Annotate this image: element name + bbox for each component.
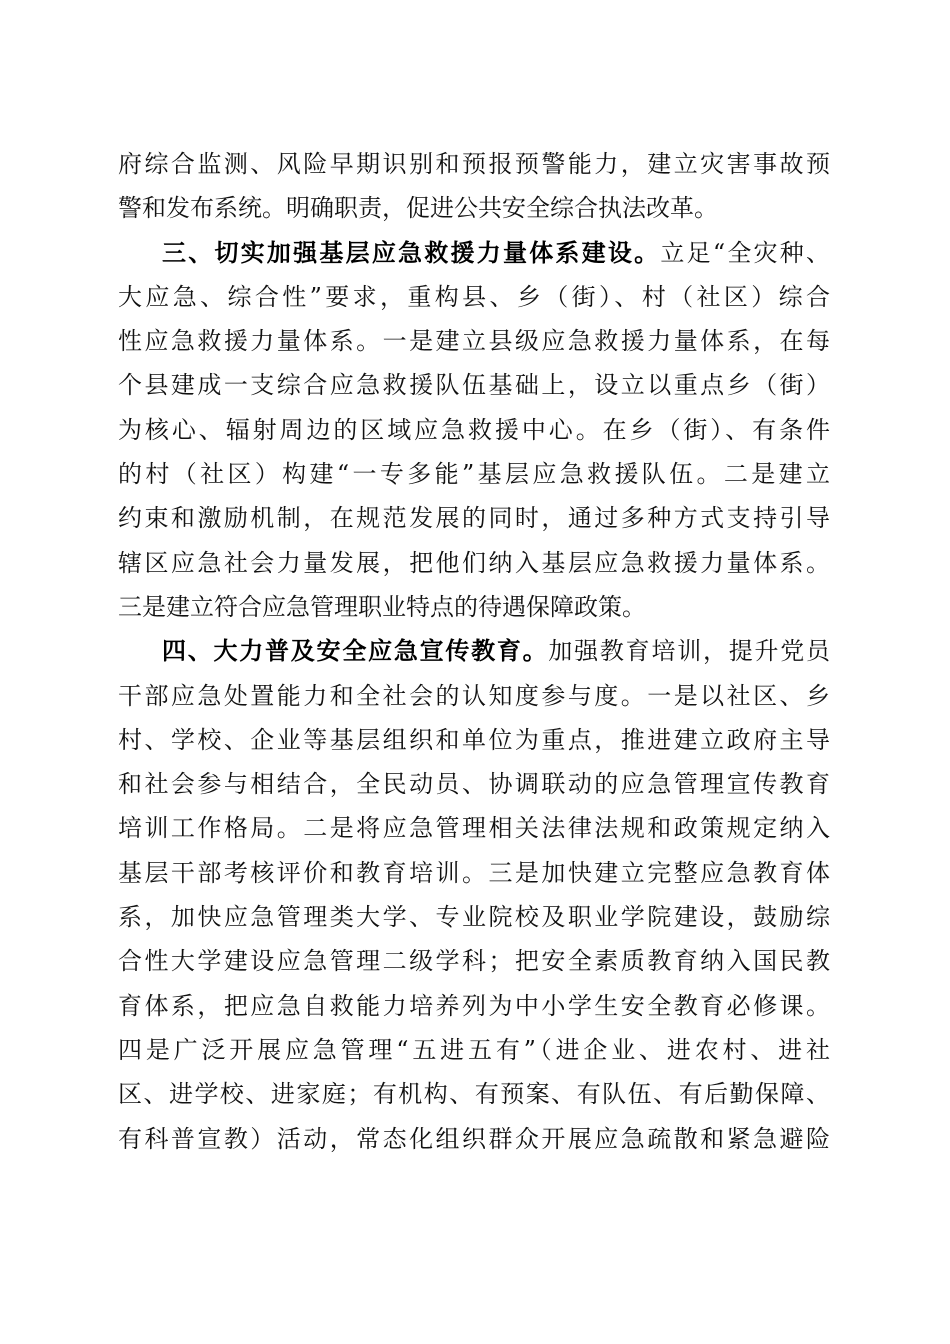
text-line: 府综合监测、风险早期识别和预报预警能力，建立灾害事故预 <box>118 150 830 178</box>
text-line: 的村（社区）构建“一专多能”基层应急救援队伍。二是建立 <box>118 460 830 489</box>
text-line: 系，加快应急管理类大学、专业院校及职业学院建设，鼓励综 <box>118 903 830 932</box>
text-line: 基层干部考核评价和教育培训。三是加快建立完整应急教育体 <box>118 858 830 887</box>
section-3-first-line <box>118 231 830 275</box>
text-line: 个县建成一支综合应急救援队伍基础上，设立以重点乡（街） <box>118 371 830 400</box>
text-line: 干部应急处置能力和全社会的认知度参与度。一是以社区、乡 <box>118 681 830 710</box>
text-line: 为核心、辐射周边的区域应急救援中心。在乡（街）、有条件 <box>118 415 830 444</box>
text-line: 村、学校、企业等基层组织和单位为重点，推进建立政府主导 <box>118 725 830 754</box>
text-line: 警和发布系统。明确职责，促进公共安全综合执法改革。 <box>118 194 718 223</box>
document-page <box>118 142 830 1161</box>
text-line: 培训工作格局。二是将应急管理相关法律法规和政策规定纳入 <box>118 814 830 843</box>
text-span: 立足“全灾种、 <box>660 238 831 267</box>
text-line: 约束和激励机制，在规范发展的同时，通过多种方式支持引导 <box>118 504 830 533</box>
text-line: 区、进学校、进家庭；有机构、有预案、有队伍、有后勤保障、 <box>118 1080 830 1109</box>
text-line: 有科普宣教）活动，常态化组织群众开展应急疏散和紧急避险 <box>118 1124 830 1153</box>
section-4-heading: 四、大力普及安全应急宣传教育。 <box>162 637 549 666</box>
text-line: 合性大学建设应急管理二级学科；把安全素质教育纳入国民教 <box>118 947 830 976</box>
section-3-heading: 三、切实加强基层应急救援力量体系建设。 <box>162 238 661 267</box>
text-line: 性应急救援力量体系。一是建立县级应急救援力量体系，在每 <box>118 327 830 356</box>
text-line: 辖区应急社会力量发展，把他们纳入基层应急救援力量体系。 <box>118 548 830 577</box>
text-line: 大应急、综合性”要求，重构县、乡（街）、村（社区）综合 <box>118 282 830 311</box>
section-4-first-line <box>118 629 830 673</box>
text-line: 四是广泛开展应急管理“五进五有”（进企业、进农村、进社 <box>118 1035 830 1064</box>
text-line: 三是建立符合应急管理职业特点的待遇保障政策。 <box>118 592 646 621</box>
text-line: 和社会参与相结合，全民动员、协调联动的应急管理宣传教育 <box>118 770 830 799</box>
text-line: 育体系，把应急自救能力培养列为中小学生安全教育必修课。 <box>118 991 830 1020</box>
text-span: 加强教育培训，提升党员 <box>548 637 831 666</box>
